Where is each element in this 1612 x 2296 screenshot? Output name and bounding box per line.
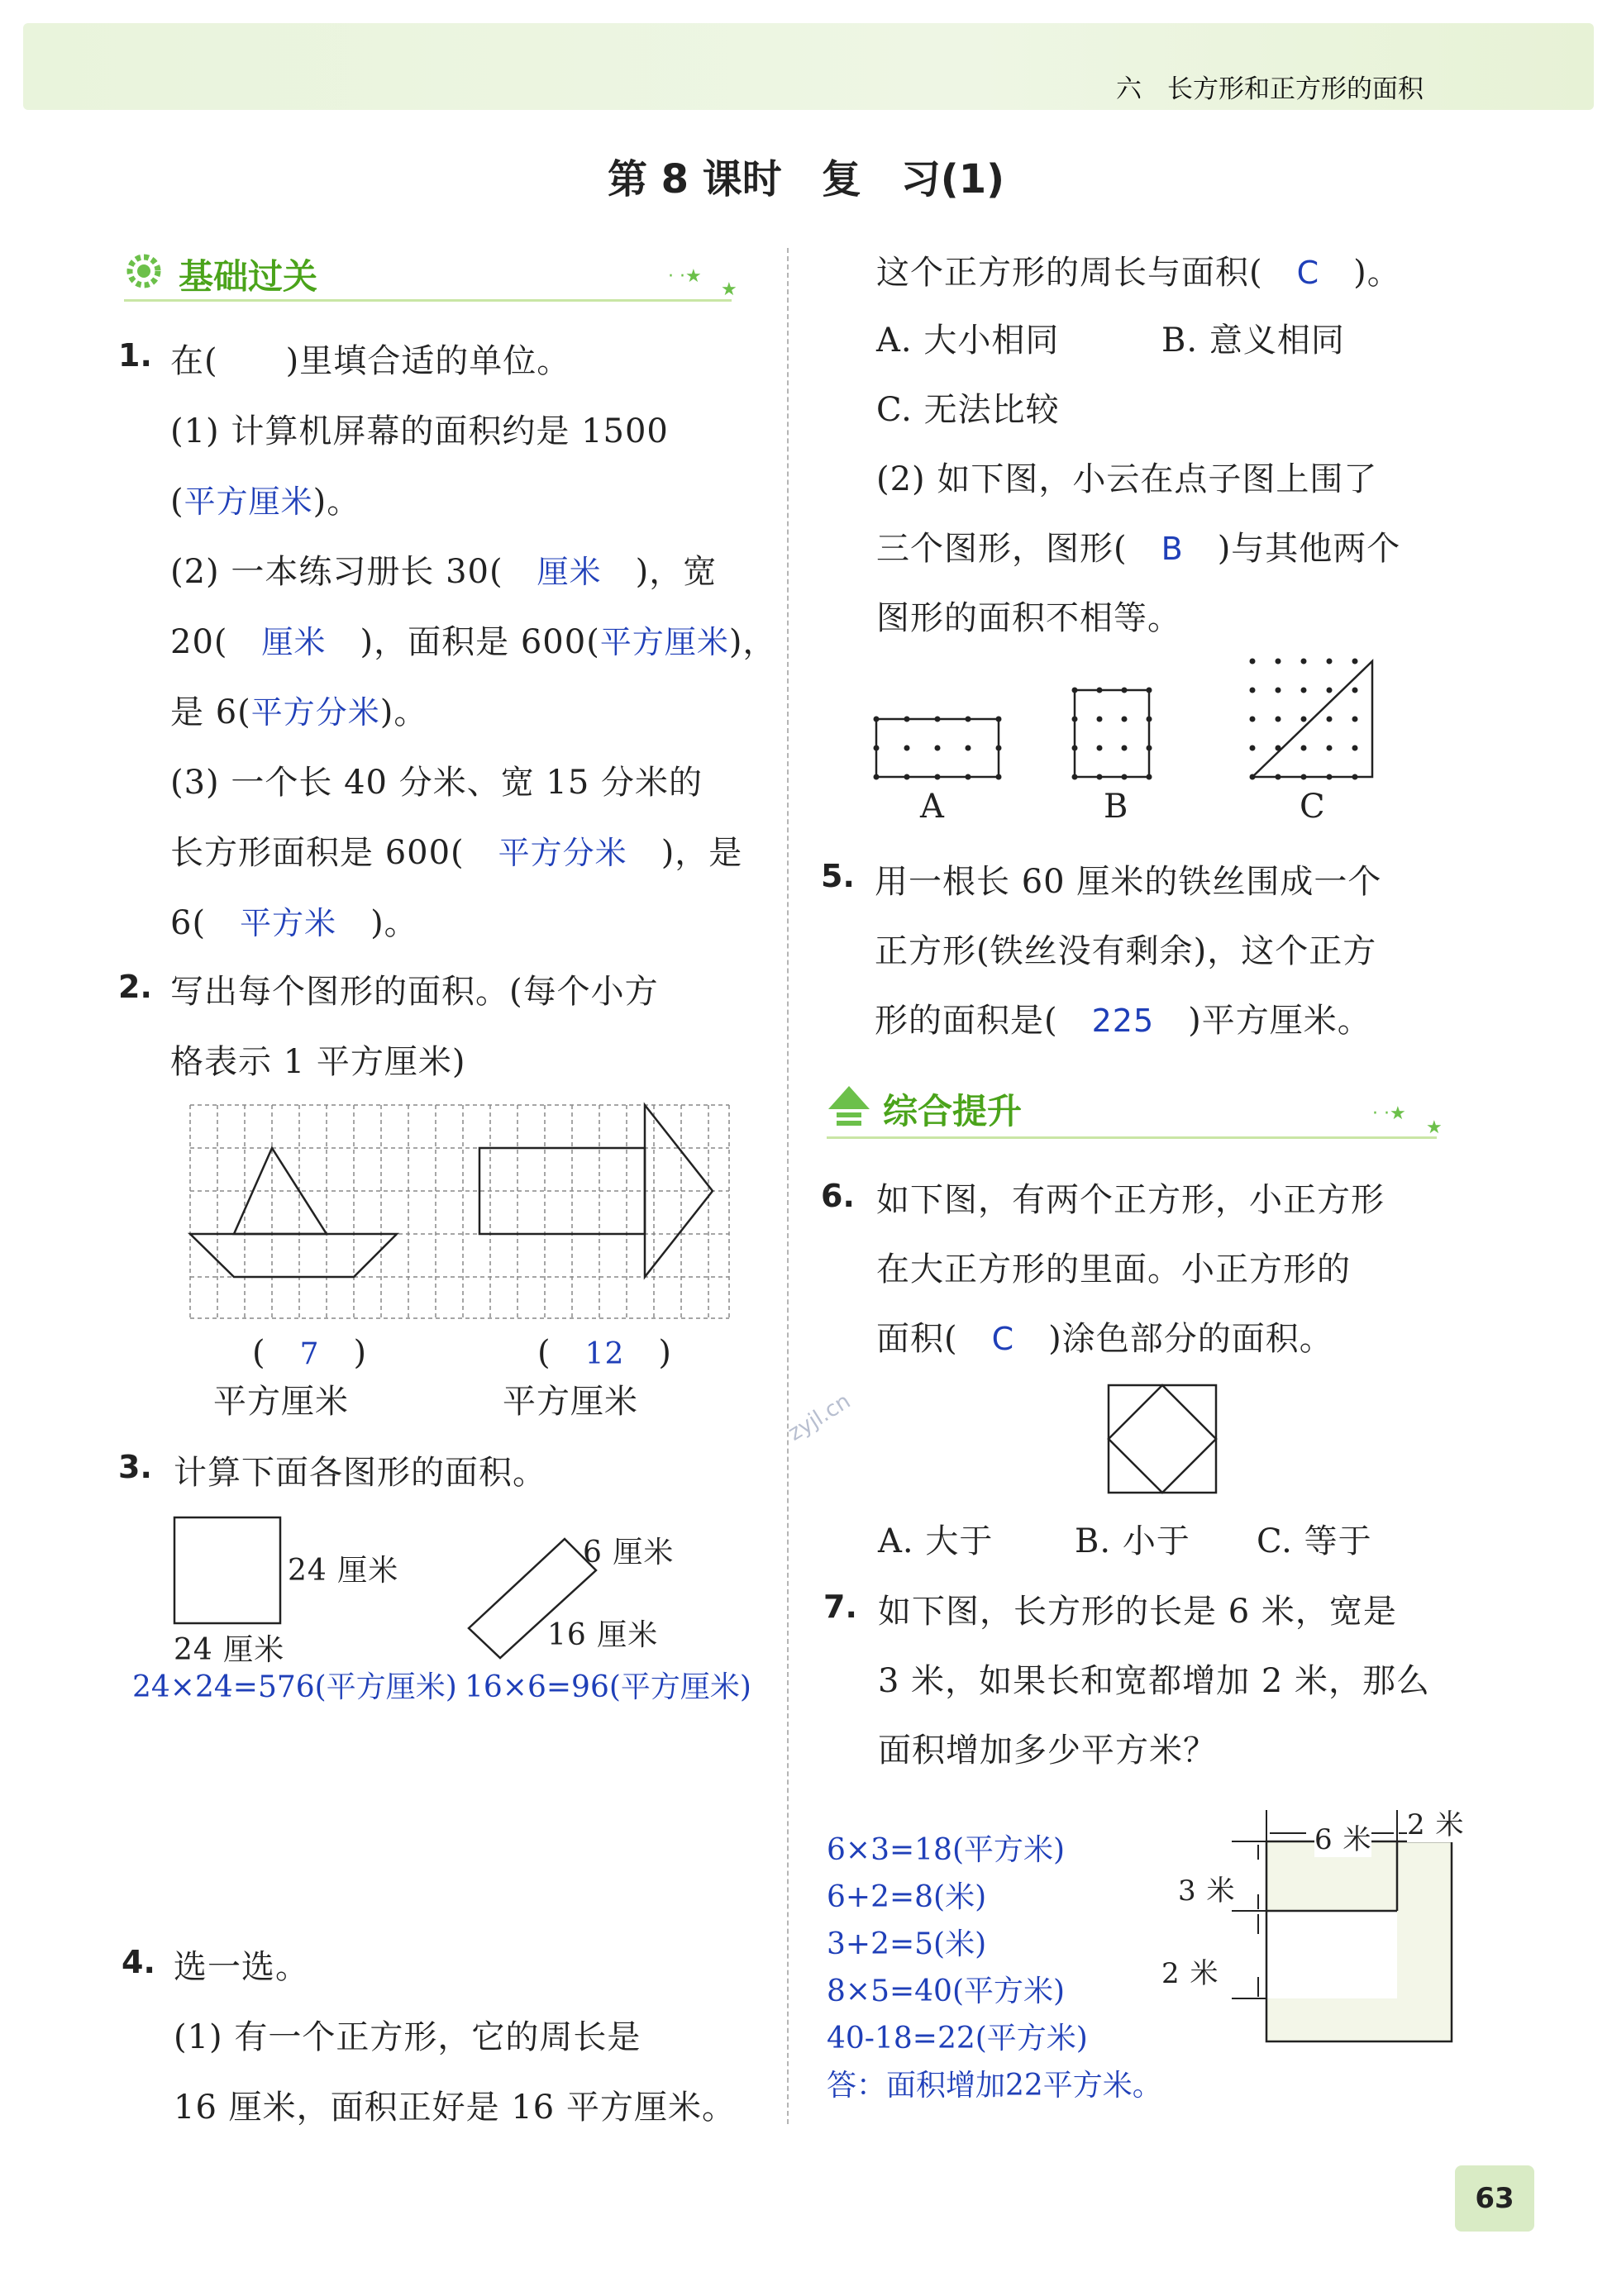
answer: 平方米 [240,905,337,941]
q1-part3-line1: (3) 一个长 40 分米、宽 15 分米的 [170,764,703,802]
q2-stem-line2: 格表示 1 平方厘米) [170,1043,466,1081]
q1-stem: 在( )里填合适的单位。 [170,342,571,380]
star-icon: ★ [1426,1117,1443,1138]
q1-part3-line2: 长方形面积是 600( 平方分米 )，是 [170,834,743,872]
gear-icon [122,250,165,293]
tree-icon [827,1084,871,1132]
dim-left-bottom-label: 2 米 [1161,1951,1219,1991]
q1-part3-line3: 6( 平方米 )。 [170,904,418,942]
star-icon: ★ [721,279,737,300]
q6-line1: 如下图，有两个正方形，小正方形 [876,1181,1385,1219]
q2-answer1: ( 7 ) [252,1334,368,1372]
q4-part2-line3: 图形的面积不相等。 [876,599,1181,637]
q6-option-a: A. 大于 [878,1522,994,1560]
q7-line3: 面积增加多少平方米？ [878,1732,1217,1770]
q7-line2: 3 米，如果长和宽都增加 2 米，那么 [878,1662,1431,1700]
answer: 厘米 [261,624,327,660]
answer: C [1296,255,1320,291]
question-number: 6. [821,1178,855,1214]
page-number: 63 [1455,2165,1534,2232]
question-number: 7. [823,1589,857,1625]
q1-part2-line1: (2) 一本练习册长 30( 厘米 )，宽 [170,553,718,591]
q6-line3: 面积( C )涂色部分的面积。 [876,1320,1333,1358]
q7-work-line: 40-18=22(平方米) [827,2022,1088,2055]
rect-width-label: 6 厘米 [583,1536,675,1570]
q3-answer1: 24×24=576(平方厘米) [132,1670,457,1704]
q7-work-line: 8×5=40(平方米) [827,1974,1066,2008]
square-figure [174,1517,281,1624]
answer: 平方分米 [498,835,627,871]
question-number: 5. [821,858,855,894]
q1-part2-line2: 20( 厘米 )，面积是 600(平方厘米)， [170,623,777,661]
square-side-label: 24 厘米 [288,1554,399,1588]
q4-part2-line2: 三个图形，图形( B )与其他两个 [876,530,1401,568]
section-basic-title: 基础过关 [179,256,318,297]
question-number: 2. [118,969,152,1005]
rect-length-label: 16 厘米 [547,1618,659,1652]
dim-top-label: 6 米 [1314,1817,1371,1857]
section-basic-underline [124,299,732,302]
figure-label-a: A [920,788,945,826]
q2-answer2: ( 12 ) [537,1334,673,1372]
answer: 平方厘米 [599,624,729,660]
q4-option-c: C. 无法比较 [876,391,1060,429]
q4-part1-line1: (1) 有一个正方形，它的周长是 [174,2018,641,2056]
q5-line3: 形的面积是( 225 )平方厘米。 [875,1002,1371,1040]
section-advanced-underline [827,1136,1437,1139]
q7-work-line: 3+2=5(米) [827,1927,987,1961]
q6-option-c: C. 等于 [1257,1522,1372,1560]
answer: 7 [299,1337,320,1371]
dim-left-label: 3 米 [1178,1868,1235,1908]
page-title: 第 8 课时 复 习(1) [607,156,1005,202]
answer: 12 [584,1337,625,1371]
q7-work-line: 答：面积增加22平方米。 [827,2069,1162,2103]
q5-line1: 用一根长 60 厘米的铁丝围成一个 [875,863,1382,901]
q5-line2: 正方形(铁丝没有剩余)，这个正方 [875,932,1377,970]
nested-squares-figure [1108,1384,1217,1493]
star-icon: · ·★ [1372,1103,1406,1124]
watermark: zyjl.cn [784,1389,856,1446]
answer: 平方厘米 [184,483,313,520]
q3-answer2: 16×6=96(平方厘米) [465,1670,751,1704]
q1-part1-line2: (平方厘米)。 [170,483,361,521]
answer: 225 [1091,1003,1155,1039]
q2-unit1: 平方厘米 [213,1383,349,1421]
q4-stem: 选一选。 [174,1948,309,1986]
dim-top-right-label: 2 米 [1407,1802,1464,1842]
column-divider [787,248,789,2124]
q4-part1-line3: 这个正方形的周长与面积( C )。 [876,254,1401,292]
q1-part2-line3: 是 6(平方分米)。 [170,693,428,731]
q1-part1: (1) 计算机屏幕的面积约是 1500 [170,412,669,450]
answer: C [991,1321,1015,1357]
question-number: 1. [118,337,152,374]
chapter-title: 六 长方形和正方形的面积 [1116,74,1424,104]
q6-option-b: B. 小于 [1075,1522,1190,1560]
q7-line1: 如下图，长方形的长是 6 米，宽是 [878,1593,1397,1631]
q6-line2: 在大正方形的里面。小正方形的 [876,1250,1351,1289]
section-advanced-title: 综合提升 [883,1091,1023,1131]
q7-work-line: 6+2=8(米) [827,1880,987,1914]
figure-label-b: B [1104,788,1129,826]
dot-grid-figures [872,657,1385,793]
answer: B [1161,531,1184,567]
q4-part2-line1: (2) 如下图，小云在点子图上围了 [876,460,1378,498]
grid-figure [190,1105,729,1318]
q4-option-b: B. 意义相同 [1161,322,1345,360]
question-number: 3. [118,1449,152,1485]
q7-work-line: 6×3=18(平方米) [827,1833,1066,1867]
question-number: 4. [122,1944,155,1980]
q3-stem: 计算下面各图形的面积。 [174,1454,546,1492]
answer: 平方分米 [250,694,380,731]
square-bottom-label: 24 厘米 [174,1633,285,1667]
q2-unit2: 平方厘米 [503,1383,638,1421]
q2-stem-line1: 写出每个图形的面积。(每个小方 [170,973,659,1011]
q4-part1-line2: 16 厘米，面积正好是 16 平方厘米。 [174,2089,736,2127]
q4-option-a: A. 大小相同 [876,322,1060,360]
figure-label-c: C [1300,788,1326,826]
answer: 厘米 [537,554,602,590]
star-icon: · ·★ [668,266,702,287]
